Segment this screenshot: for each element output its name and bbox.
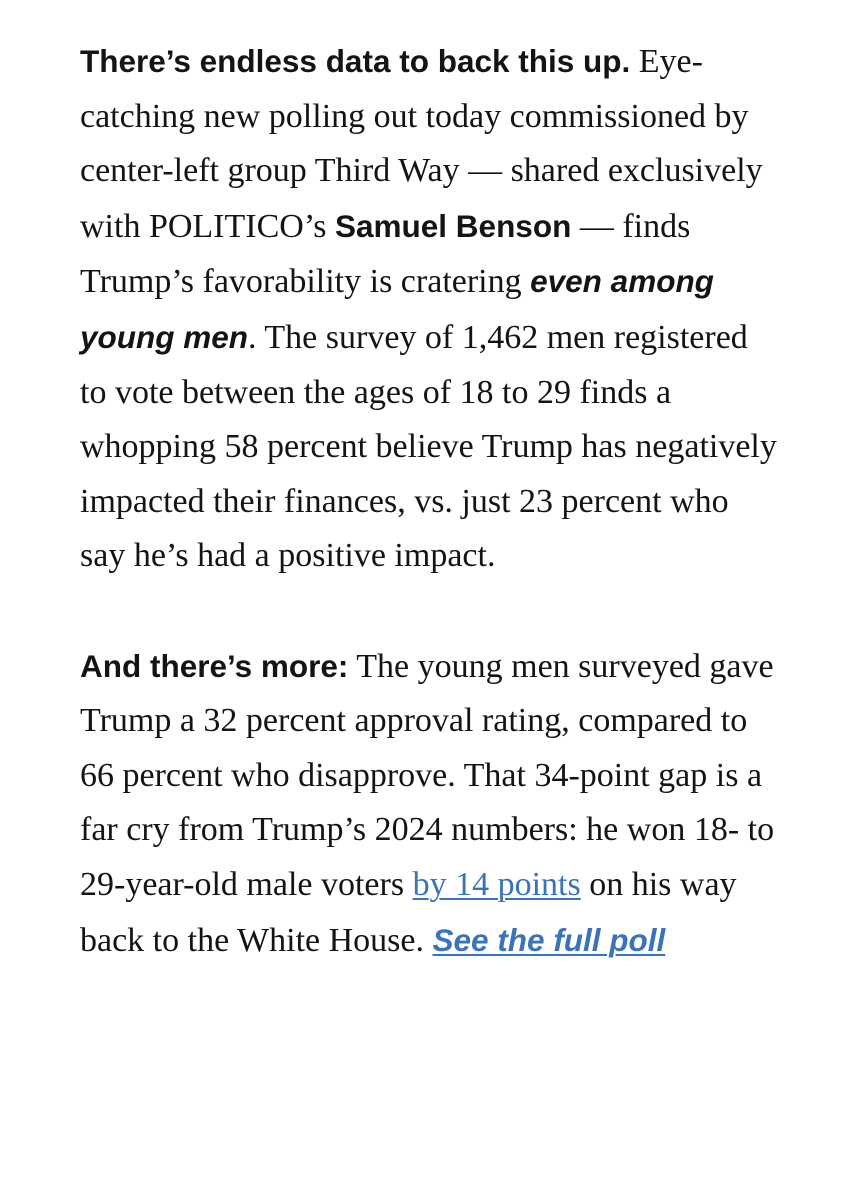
lead-in-heading: There’s endless data to back this up. bbox=[80, 43, 631, 79]
lead-in-heading: And there’s more: bbox=[80, 647, 349, 684]
body-text: Eye-catching new polling out today commissioned by center-left group Third Way — shared exclusively with POLITICO’s bbox=[80, 43, 763, 245]
body-text: . The survey of 1,462 men registered to vote between the ages of 18 to 29 finds a whopping 58 percent believe Trump has negatively impacted their finances, vs. just 23 percent who say he’s had a positive impact. bbox=[80, 318, 777, 575]
by-14-points-link[interactable]: by 14 points bbox=[412, 865, 581, 903]
paragraph-polling bbox=[80, 34, 780, 584]
body-text: The young men surveyed gave Trump a 32 percent approval rating, compared to 66 percent who disapprove. That 34-point gap is a far cry from Trump’s 2024 numbers: he won 18- to 29-year-old male voters bbox=[80, 647, 775, 903]
emphasis-text: even among young men bbox=[80, 263, 714, 355]
article-body bbox=[80, 34, 780, 968]
reporter-name: Samuel Benson bbox=[335, 207, 572, 244]
body-text: — finds Trump’s favorability is cratering bbox=[80, 207, 691, 301]
body-text: on his way back to the White House. bbox=[80, 865, 737, 959]
see-full-poll-link[interactable]: See the full poll bbox=[432, 921, 666, 958]
paragraph-more bbox=[80, 639, 780, 969]
